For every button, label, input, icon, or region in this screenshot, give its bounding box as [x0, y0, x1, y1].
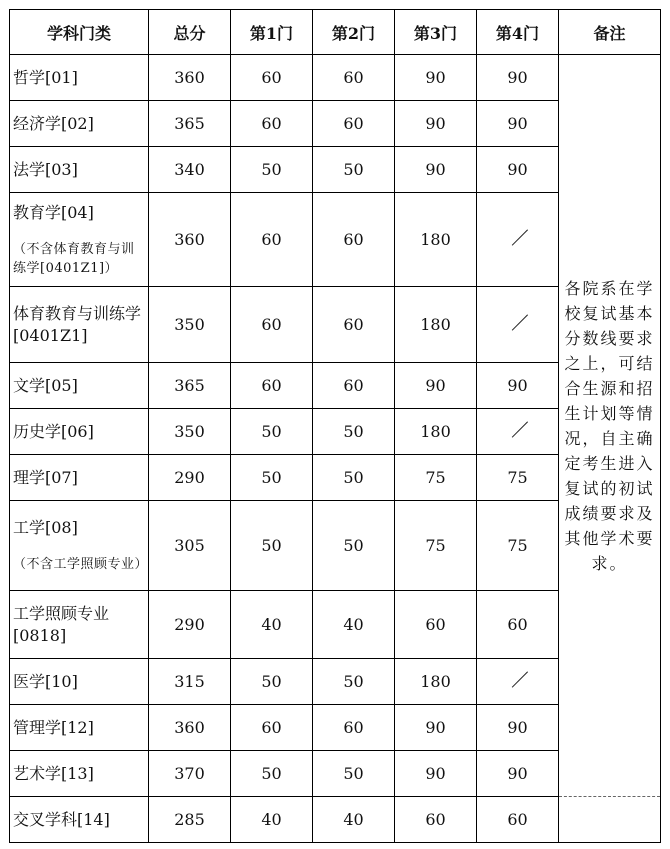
subject-1-score-cell: 50 — [231, 409, 313, 455]
subject-1-score-cell: 50 — [231, 501, 313, 591]
subject-2-score-cell: 50 — [313, 501, 395, 591]
discipline-name: 理学[07] — [13, 467, 78, 487]
discipline-cell — [10, 55, 149, 101]
total-score-cell: 365 — [149, 101, 231, 147]
subject-2-score-cell: 60 — [313, 193, 395, 287]
total-score-cell: 290 — [149, 455, 231, 501]
discipline-name: 交叉学科[14] — [13, 809, 110, 829]
header-subject-2: 第2门 — [313, 10, 395, 55]
subject-4-score-cell — [477, 409, 559, 455]
total-score-cell: 315 — [149, 659, 231, 705]
discipline-cell — [10, 797, 149, 843]
discipline-name: 文学[05] — [13, 375, 78, 395]
header-subject-1: 第1门 — [231, 10, 313, 55]
subject-2-score-cell: 60 — [313, 55, 395, 101]
total-score-cell: 365 — [149, 363, 231, 409]
subject-3-score-cell: 75 — [395, 501, 477, 591]
subject-3-score-cell: 180 — [395, 659, 477, 705]
discipline-cell — [10, 287, 149, 363]
discipline-name: 经济学[02] — [13, 113, 94, 133]
subject-2-score-cell: 40 — [313, 797, 395, 843]
subject-4-score-cell: 90 — [477, 101, 559, 147]
discipline-cell — [10, 193, 149, 287]
subject-2-score-cell: 60 — [313, 705, 395, 751]
subject-3-score-cell: 180 — [395, 409, 477, 455]
discipline-name: 哲学[01] — [13, 67, 78, 87]
header-row — [10, 10, 661, 55]
subject-1-score-cell: 60 — [231, 287, 313, 363]
total-score-cell: 370 — [149, 751, 231, 797]
discipline-cell — [10, 705, 149, 751]
score-table — [9, 9, 661, 843]
subject-2-score-cell: 50 — [313, 455, 395, 501]
subject-3-score-cell: 90 — [395, 363, 477, 409]
header-subject-4: 第4门 — [477, 10, 559, 55]
subject-3-score-cell: 90 — [395, 101, 477, 147]
discipline-name: 体育教育与训练学[0401Z1] — [13, 303, 142, 345]
subject-4-score-cell: 90 — [477, 751, 559, 797]
discipline-cell — [10, 751, 149, 797]
subject-3-score-cell: 90 — [395, 147, 477, 193]
header-discipline: 学科门类 — [10, 10, 149, 55]
discipline-cell — [10, 147, 149, 193]
subject-3-score-cell: 180 — [395, 193, 477, 287]
discipline-cell — [10, 659, 149, 705]
subject-4-score-cell: 75 — [477, 501, 559, 591]
total-score-cell: 290 — [149, 591, 231, 659]
subject-1-score-cell: 60 — [231, 363, 313, 409]
discipline-cell — [10, 101, 149, 147]
subject-3-score-cell: 90 — [395, 705, 477, 751]
subject-1-score-cell: 60 — [231, 101, 313, 147]
discipline-cell — [10, 363, 149, 409]
subject-2-score-cell: 50 — [313, 751, 395, 797]
subject-1-score-cell: 40 — [231, 797, 313, 843]
subject-3-score-cell: 180 — [395, 287, 477, 363]
total-score-cell: 340 — [149, 147, 231, 193]
subject-1-score-cell: 50 — [231, 659, 313, 705]
subject-1-score-cell: 60 — [231, 705, 313, 751]
subject-1-score-cell: 40 — [231, 591, 313, 659]
discipline-name: 工学照顾专业[0818] — [13, 603, 110, 645]
subject-2-score-cell: 60 — [313, 101, 395, 147]
subject-3-score-cell: 75 — [395, 455, 477, 501]
subject-1-score-cell: 60 — [231, 55, 313, 101]
not-applicable-slash — [507, 312, 529, 334]
subject-4-score-cell: 90 — [477, 147, 559, 193]
subject-2-score-cell: 50 — [313, 147, 395, 193]
discipline-cell — [10, 455, 149, 501]
table-row — [10, 797, 661, 843]
not-applicable-slash — [507, 227, 529, 249]
discipline-cell — [10, 501, 149, 591]
total-score-cell: 360 — [149, 55, 231, 101]
total-score-cell: 305 — [149, 501, 231, 591]
discipline-name: 教育学[04] — [13, 202, 94, 222]
subject-4-score-cell — [477, 287, 559, 363]
subject-1-score-cell: 60 — [231, 193, 313, 287]
header-remarks: 备注 — [559, 10, 661, 55]
total-score-cell: 360 — [149, 705, 231, 751]
discipline-note: （不含体育教育与训练学[0401Z1]） — [13, 241, 135, 276]
subject-1-score-cell: 50 — [231, 147, 313, 193]
total-score-cell: 285 — [149, 797, 231, 843]
discipline-name: 工学[08] — [13, 518, 78, 537]
subject-4-score-cell: 60 — [477, 591, 559, 659]
discipline-name: 历史学[06] — [13, 421, 94, 441]
subject-3-score-cell: 90 — [395, 751, 477, 797]
subject-2-score-cell: 50 — [313, 409, 395, 455]
subject-4-score-cell — [477, 193, 559, 287]
discipline-name: 法学[03] — [13, 159, 78, 179]
subject-4-score-cell: 90 — [477, 363, 559, 409]
total-score-cell: 360 — [149, 193, 231, 287]
subject-4-score-cell: 75 — [477, 455, 559, 501]
subject-3-score-cell: 90 — [395, 55, 477, 101]
subject-2-score-cell: 50 — [313, 659, 395, 705]
subject-3-score-cell: 60 — [395, 797, 477, 843]
subject-1-score-cell: 50 — [231, 455, 313, 501]
table-row — [10, 55, 661, 101]
not-applicable-slash — [507, 419, 529, 441]
subject-2-score-cell: 40 — [313, 591, 395, 659]
discipline-cell — [10, 409, 149, 455]
subject-1-score-cell: 50 — [231, 751, 313, 797]
subject-4-score-cell — [477, 659, 559, 705]
subject-3-score-cell: 60 — [395, 591, 477, 659]
subject-4-score-cell: 90 — [477, 55, 559, 101]
discipline-note: （不含工学照顾专业） — [13, 557, 149, 572]
header-subject-3: 第3门 — [395, 10, 477, 55]
not-applicable-slash — [507, 669, 529, 691]
subject-2-score-cell: 60 — [313, 363, 395, 409]
discipline-name: 管理学[12] — [13, 717, 94, 737]
total-score-cell: 350 — [149, 409, 231, 455]
header-total: 总分 — [149, 10, 231, 55]
subject-2-score-cell: 60 — [313, 287, 395, 363]
discipline-name: 医学[10] — [13, 671, 78, 691]
remarks-cell: 各院系在学校复试基本分数线要求之上，可结合生源和招生计划等情况，自主确定考生进入复试的初试成绩要求及其他学术要求。 — [559, 55, 661, 797]
remarks-empty-cell — [559, 797, 661, 843]
discipline-name: 艺术学[13] — [13, 763, 94, 783]
total-score-cell: 350 — [149, 287, 231, 363]
subject-4-score-cell: 90 — [477, 705, 559, 751]
discipline-cell — [10, 591, 149, 659]
subject-4-score-cell: 60 — [477, 797, 559, 843]
